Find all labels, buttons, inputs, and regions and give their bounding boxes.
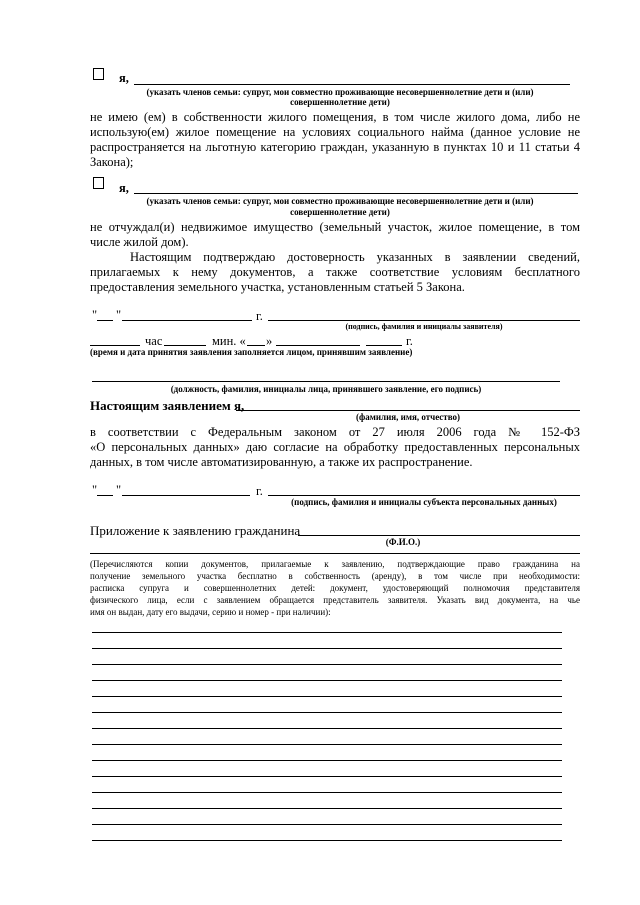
attachment-blank-line[interactable] bbox=[92, 696, 562, 697]
attachment-blank-line[interactable] bbox=[92, 808, 562, 809]
family-hint-1b: совершеннолетние дети) bbox=[290, 97, 390, 107]
attachment-blank-line[interactable] bbox=[92, 632, 562, 633]
official-field[interactable] bbox=[92, 381, 560, 382]
consent-intro: Настоящим заявлением я, bbox=[90, 398, 245, 413]
attachment-note-5: имя он выдан, дату его выдачи, серию и номер - при наличии): bbox=[90, 607, 331, 617]
quote-close-1: " bbox=[116, 308, 122, 322]
consent-line2: «О персональных данных» даю согласие на обработку предоставленных персональных bbox=[90, 440, 580, 454]
guillemet-close: » bbox=[266, 334, 273, 348]
ya-label-2: я, bbox=[119, 181, 129, 195]
hour-label: час bbox=[145, 334, 163, 348]
attachment-note-2: получение земельного участка бесплатно в собственность (аренду), в том числе при необходимости: bbox=[90, 571, 580, 581]
attachment-blank-line[interactable] bbox=[92, 728, 562, 729]
family-hint-1a: (указать членов семьи: супруг, мои совместно проживающие несовершеннолетние дети и (или) bbox=[146, 87, 534, 97]
attachment-fio-field[interactable] bbox=[298, 535, 580, 536]
accept-day-field[interactable] bbox=[247, 345, 265, 346]
quote-open-1: " bbox=[92, 308, 98, 322]
family-hint-2a: (указать членов семьи: супруг, мои совместно проживающие несовершеннолетние дети и (или) bbox=[146, 196, 534, 206]
quote-close-2: " bbox=[116, 483, 122, 497]
year-suffix-2: г. bbox=[406, 334, 413, 348]
official-caption: (должность, фамилия, инициалы лица, принявшего заявление, его подпись) bbox=[170, 384, 482, 394]
confirm-line1: Настоящим подтверждаю достоверность указанных в заявлении сведений, bbox=[130, 250, 580, 264]
attachment-fio-caption: (Ф.И.О.) bbox=[385, 537, 421, 547]
attachment-blank-line[interactable] bbox=[92, 664, 562, 665]
family-hint-2b: совершеннолетние дети) bbox=[290, 207, 390, 217]
attachment-top-line[interactable] bbox=[90, 553, 580, 554]
attachment-blank-line[interactable] bbox=[92, 648, 562, 649]
minute-label: мин. « bbox=[212, 334, 246, 348]
attachment-blank-line[interactable] bbox=[92, 760, 562, 761]
month-year-field-1[interactable] bbox=[122, 320, 252, 321]
ya-label-1: я, bbox=[119, 71, 129, 85]
family-members-field-2[interactable] bbox=[134, 193, 578, 194]
applicant-signature-caption: (подпись, фамилия и инициалы заявителя) bbox=[345, 322, 503, 331]
subject-signature-caption: (подпись, фамилия и инициалы субъекта персональных данных) bbox=[291, 497, 557, 507]
attachment-note-1: (Перечисляются копии документов, прилагаемые к заявлению, подтверждающие право гражданина на bbox=[90, 559, 580, 569]
day-field-2[interactable] bbox=[97, 495, 113, 496]
attachment-blank-line[interactable] bbox=[92, 680, 562, 681]
attachment-blank-line[interactable] bbox=[92, 792, 562, 793]
attachment-blank-line[interactable] bbox=[92, 744, 562, 745]
confirm-line3: предоставления земельного участка, установленным статьей 5 Закона. bbox=[90, 280, 465, 294]
attachment-blank-line[interactable] bbox=[92, 824, 562, 825]
sec2-line1: не отчуждал(и) недвижимое имущество (земельный участок, жилое помещение, в том bbox=[90, 220, 580, 234]
fio-caption: (фамилия, имя, отчество) bbox=[355, 412, 461, 422]
attachment-note-4: физического лица, если с заявлением обращается представитель заявителя. Указать вид документа, на чье bbox=[90, 595, 580, 605]
year-suffix-1: г. bbox=[256, 309, 263, 323]
fio-field[interactable] bbox=[236, 410, 580, 411]
sec1-line1: не имею (ем) в собственности жилого помещения, в том числе жилого дома, либо не bbox=[90, 110, 580, 124]
confirm-line2: прилагаемых к нему документов, а также соответствие условиям бесплатного bbox=[90, 265, 580, 279]
minute-field[interactable] bbox=[164, 345, 206, 346]
accept-year-field[interactable] bbox=[366, 345, 402, 346]
consent-line1: в соответствии с Федеральным законом от 27 июля 2006 года № 152-ФЗ bbox=[90, 425, 580, 439]
sec2-line2: числе жилой дом). bbox=[90, 235, 189, 249]
consent-line3: данных, в том числе автоматизированную, а также их распространение. bbox=[90, 455, 473, 469]
hour-field[interactable] bbox=[90, 345, 140, 346]
quote-open-2: " bbox=[92, 483, 98, 497]
acceptance-caption: (время и дата принятия заявления заполняется лицом, принявшим заявление) bbox=[90, 347, 413, 357]
month-year-field-2[interactable] bbox=[122, 495, 250, 496]
year-suffix-3: г. bbox=[256, 484, 263, 498]
applicant-signature-field[interactable] bbox=[268, 320, 580, 321]
attachment-blank-line[interactable] bbox=[92, 776, 562, 777]
sec1-line2: использую(ем) жилое помещение на условиях социального найма (данное условие не bbox=[90, 125, 580, 139]
attachment-blank-line[interactable] bbox=[92, 712, 562, 713]
sec1-line4: Закона); bbox=[90, 155, 134, 169]
checkbox-no-alienation[interactable] bbox=[93, 177, 104, 189]
sec1-line3: распространяется на льготную категорию граждан, указанную в пунктах 10 и 11 статьи 4 bbox=[90, 140, 580, 154]
subject-signature-field[interactable] bbox=[268, 495, 580, 496]
family-members-field-1[interactable] bbox=[134, 84, 570, 85]
attachment-blank-line[interactable] bbox=[92, 840, 562, 841]
attachment-note-3: расписка супруга и совершеннолетних детей: документ, удостоверяющий полномочия представителя bbox=[90, 583, 580, 593]
accept-month-field[interactable] bbox=[276, 345, 360, 346]
attachment-title: Приложение к заявлению гражданина bbox=[90, 523, 301, 538]
day-field-1[interactable] bbox=[97, 320, 113, 321]
checkbox-family-no-housing[interactable] bbox=[93, 68, 104, 80]
